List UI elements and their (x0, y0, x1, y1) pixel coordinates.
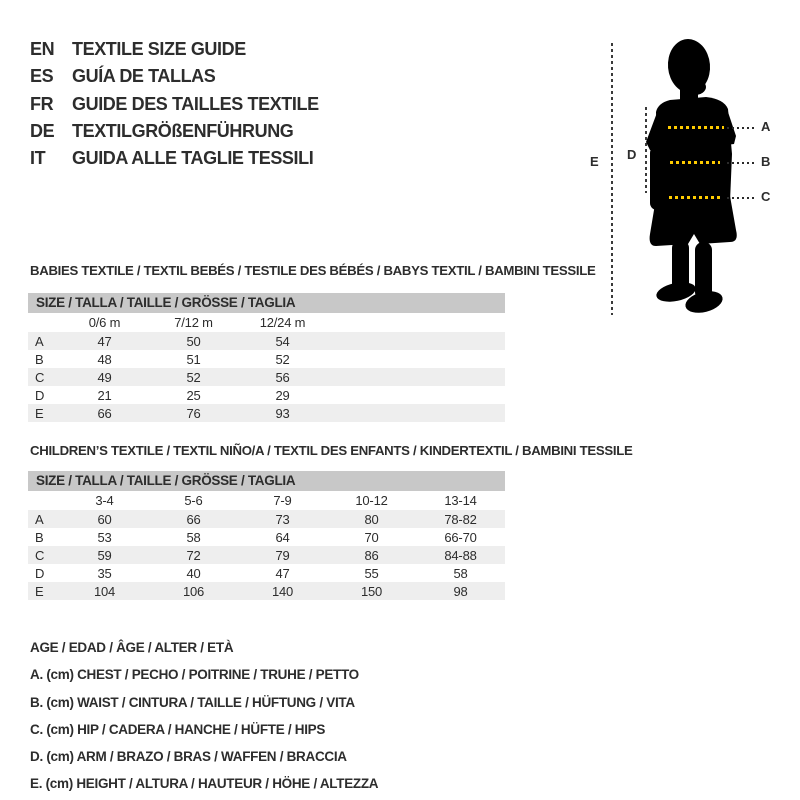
marker-e-label: E (590, 154, 599, 169)
language-row (30, 91, 319, 118)
children-column-header-row (28, 491, 505, 510)
table-cell: 35 (97, 565, 112, 581)
row-label: B (35, 351, 44, 367)
children-size-bar: SIZE / TALLA / TAILLE / GRÖSSE / TAGLIA (28, 471, 505, 491)
babies-size-bar: SIZE / TALLA / TAILLE / GRÖSSE / TAGLIA (28, 293, 505, 313)
language-title: TEXTILE SIZE GUIDE (72, 39, 246, 59)
table-cell: 52 (186, 369, 201, 385)
table-cell: 72 (186, 547, 201, 563)
table-cell: 60 (97, 511, 112, 527)
column-header: 5-6 (184, 493, 203, 508)
table-cell: 106 (182, 583, 205, 599)
waist-measure-line-icon (670, 161, 720, 164)
table-cell: 73 (275, 511, 290, 527)
column-header: 3-4 (95, 493, 114, 508)
table-cell: 49 (97, 369, 112, 385)
language-row (30, 63, 319, 90)
language-row (30, 145, 319, 172)
column-header: 10-12 (355, 493, 388, 508)
table-cell: 66-70 (444, 529, 477, 545)
babies-table-body (28, 332, 505, 422)
row-label: C (35, 547, 45, 563)
table-cell: 58 (186, 529, 201, 545)
legend-waist-line: B. (cm) WAIST / CINTURA / TAILLE / HÜFTUNG / VITA (30, 694, 355, 710)
waist-leader-line-icon (727, 162, 756, 164)
table-row (28, 386, 505, 404)
column-header: 12/24 m (259, 315, 306, 330)
legend-chest-line: A. (cm) CHEST / PECHO / POITRINE / TRUHE / PETTO (30, 667, 359, 683)
children-table (28, 491, 505, 600)
table-row (28, 564, 505, 582)
language-title: GUIDE DES TAILLES TEXTILE (72, 93, 319, 114)
column-header-spacer (28, 313, 60, 332)
table-cell: 25 (186, 387, 201, 403)
language-title: GUIDA ALLE TAGLIE TESSILI (72, 148, 314, 169)
row-label: D (35, 387, 45, 403)
table-cell: 93 (275, 405, 290, 421)
row-filler (327, 350, 505, 368)
row-label: C (35, 369, 45, 385)
table-row (28, 368, 505, 386)
table-cell: 47 (97, 333, 112, 349)
table-row (28, 582, 505, 600)
table-row (28, 332, 505, 350)
table-cell: 52 (275, 351, 290, 367)
measurement-legend (30, 634, 378, 798)
table-cell: 86 (364, 547, 379, 563)
babies-section-heading: BABIES TEXTILE / TEXTIL BEBÉS / TESTILE DES BÉBÉS / BABYS TEXTIL / BAMBINI TESSILE (30, 263, 596, 278)
table-row (28, 546, 505, 564)
hip-leader-line-icon (727, 197, 756, 199)
table-row (28, 404, 505, 422)
table-row (28, 510, 505, 528)
babies-size-table (28, 293, 505, 422)
table-cell: 79 (275, 547, 290, 563)
children-table-body (28, 510, 505, 600)
babies-column-header-row (28, 313, 505, 332)
table-cell: 56 (275, 369, 290, 385)
table-cell: 48 (97, 351, 112, 367)
row-filler (327, 332, 505, 350)
language-title-list (30, 36, 319, 172)
language-code: DE (30, 120, 55, 141)
table-row (28, 350, 505, 368)
row-label: E (35, 405, 44, 421)
table-cell: 54 (275, 333, 290, 349)
table-cell: 70 (364, 529, 379, 545)
column-header-spacer (28, 491, 60, 510)
table-cell: 40 (186, 565, 201, 581)
marker-c-label: C (761, 189, 771, 204)
row-filler (327, 404, 505, 422)
row-label: A (35, 333, 44, 349)
row-label: D (35, 565, 45, 581)
table-cell: 21 (97, 387, 112, 403)
column-header: 7/12 m (174, 315, 213, 330)
table-cell: 98 (453, 583, 468, 599)
table-cell: 50 (186, 333, 201, 349)
table-cell: 55 (364, 565, 379, 581)
table-cell: 150 (360, 583, 383, 599)
marker-b-label: B (761, 154, 771, 169)
table-cell: 58 (453, 565, 468, 581)
marker-a-label: A (761, 119, 771, 134)
column-header: 13-14 (444, 493, 477, 508)
children-size-table (28, 471, 505, 600)
legend-arm-line: D. (cm) ARM / BRAZO / BRAS / WAFFEN / BRACCIA (30, 749, 347, 765)
table-cell: 104 (93, 583, 116, 599)
language-title: TEXTILGRÖßENFÜHRUNG (72, 120, 294, 141)
table-cell: 64 (275, 529, 290, 545)
language-code: ES (30, 66, 54, 87)
table-cell: 66 (186, 511, 201, 527)
row-label: E (35, 583, 44, 599)
table-cell: 76 (186, 405, 201, 421)
table-cell: 84-88 (444, 547, 477, 563)
hip-measure-line-icon (669, 196, 723, 199)
table-cell: 53 (97, 529, 112, 545)
legend-age-line: AGE / EDAD / ÂGE / ALTER / ETÀ (30, 640, 234, 655)
language-row (30, 118, 319, 145)
legend-height-line: E. (cm) HEIGHT / ALTURA / HAUTEUR / HÖHE / ALTEZZA (30, 776, 379, 792)
language-code: FR (30, 93, 54, 114)
table-cell: 140 (271, 583, 294, 599)
language-title: GUÍA DE TALLAS (72, 66, 216, 87)
language-code: EN (30, 39, 55, 59)
column-header: 7-9 (273, 493, 292, 508)
chest-measure-line-icon (668, 126, 724, 129)
children-section-heading: CHILDREN’S TEXTILE / TEXTIL NIÑO/A / TEXTIL DES ENFANTS / KINDERTEXTIL / BAMBINI TESSILE (30, 443, 633, 458)
babies-table (28, 313, 505, 422)
row-filler (327, 368, 505, 386)
height-measure-line-icon (611, 43, 613, 315)
table-cell: 66 (97, 405, 112, 421)
row-label: B (35, 529, 44, 545)
chest-leader-line-icon (727, 127, 756, 129)
table-cell: 80 (364, 511, 379, 527)
language-code: IT (30, 148, 46, 169)
column-header: 0/6 m (88, 315, 121, 330)
row-filler (327, 386, 505, 404)
table-cell: 59 (97, 547, 112, 563)
column-header-filler (327, 313, 505, 332)
table-cell: 29 (275, 387, 290, 403)
table-row (28, 528, 505, 546)
table-cell: 47 (275, 565, 290, 581)
table-cell: 78-82 (444, 511, 477, 527)
marker-d-label: D (627, 147, 637, 162)
language-row (30, 36, 319, 63)
child-silhouette (642, 34, 738, 324)
row-label: A (35, 511, 44, 527)
legend-hip-line: C. (cm) HIP / CADERA / HANCHE / HÜFTE / HIPS (30, 721, 326, 737)
table-cell: 51 (186, 351, 201, 367)
measurement-figure (580, 20, 790, 340)
